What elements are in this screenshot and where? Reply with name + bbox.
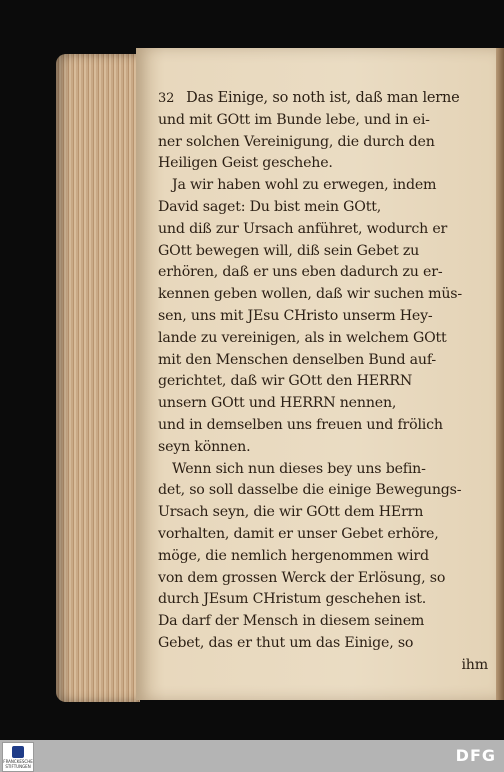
text-line: durch JEsum CHristum geschehen ist.	[158, 591, 427, 608]
page-text	[158, 88, 488, 677]
dfg-logo[interactable]: DFG	[455, 746, 496, 765]
institution-logo[interactable]	[2, 742, 34, 772]
text-line: gerichtet, daß wir GOtt den HERRN	[158, 373, 413, 390]
text-line: lande zu vereinigen, als in welchem GOtt	[158, 329, 447, 346]
text-line: vorhalten, damit er unser Gebet erhöre,	[158, 525, 439, 542]
text-line: möge, die nemlich hergenommen wird	[158, 547, 429, 564]
text-line: von dem grossen Werck der Erlösung, so	[158, 569, 446, 586]
page-number: 32	[158, 91, 175, 106]
text-line: ner solchen Vereinigung, die durch den	[158, 133, 435, 150]
book-cover-edge	[496, 48, 504, 700]
footer-bar	[0, 740, 504, 772]
text-line: seyn können.	[158, 438, 251, 455]
book-page	[136, 48, 496, 700]
text-line: kennen geben wollen, daß wir suchen müs-	[158, 286, 462, 303]
text-line: Heiligen Geist geschehe.	[158, 155, 333, 172]
page-header	[158, 88, 488, 110]
text-line: Ja wir haben wohl zu erwegen, indem	[172, 177, 437, 194]
text-line: und diß zur Ursach anführet, wodurch er	[158, 220, 448, 237]
text-line: mit den Menschen denselben Bund auf-	[158, 351, 436, 368]
catchword: ihm	[461, 656, 488, 673]
text-line: sen, uns mit JEsu CHristo unserm Hey-	[158, 307, 433, 324]
text-line: det, so soll dasselbe die einige Bewegungs-	[158, 482, 462, 499]
text-line: und mit GOtt im Bunde lebe, und in ei-	[158, 111, 430, 128]
logo-text: FRANCKESCHE STIFTUNGEN	[3, 759, 33, 769]
text-line: erhören, daß er uns eben dadurch zu er-	[158, 264, 443, 281]
running-head: Das Einige, so noth ist, daß man lerne	[186, 90, 460, 106]
page-edges	[56, 54, 140, 702]
text-line: David saget: Du bist mein GOtt,	[158, 198, 382, 215]
book	[56, 48, 504, 704]
text-line: Gebet, das er thut um das Einige, so	[158, 634, 414, 651]
text-line: und in demselben uns freuen und frölich	[158, 416, 443, 433]
text-line: Wenn sich nun dieses bey uns befin-	[172, 460, 426, 477]
text-line: unsern GOtt und HERRN nennen,	[158, 395, 397, 412]
logo-mark-icon	[12, 746, 24, 758]
text-line: Da darf der Mensch in diesem seinem	[158, 613, 425, 630]
text-line: Ursach seyn, die wir GOtt dem HErrn	[158, 504, 424, 521]
text-line: GOtt bewegen will, diß sein Gebet zu	[158, 242, 420, 259]
